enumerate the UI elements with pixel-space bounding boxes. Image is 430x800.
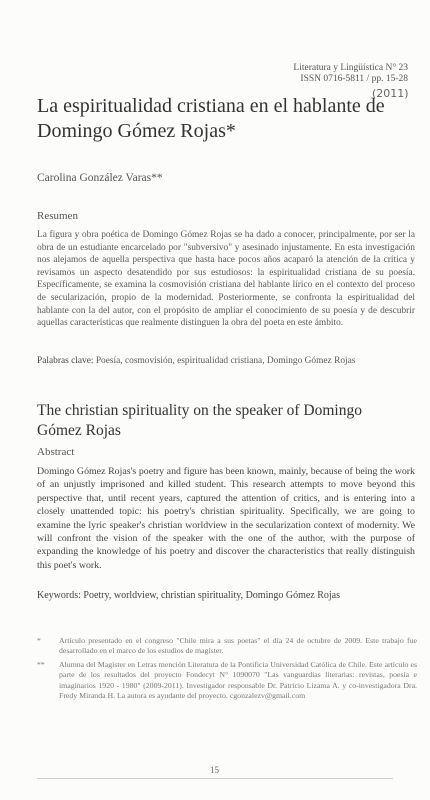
footnote bbox=[37, 636, 417, 657]
journal-issn: ISSN 0716-5811 / pp. 15-28 bbox=[300, 74, 408, 84]
footnote-text: Artículo presentado en el congreso "Chile mira a sus poetas" el día 24 de octubre de 2009. Este trabajo fue desarrollado en el marco de los estudios de magíster. bbox=[59, 636, 417, 656]
palabras-clave bbox=[37, 355, 415, 368]
page-rule bbox=[37, 778, 393, 779]
palabras-clave-text: Poesía, cosmovisión, espiritualidad cristiana, Domingo Gómez Rojas bbox=[95, 356, 356, 366]
keywords-text: Poetry, worldview, christian spirituality, Domingo Gómez Rojas bbox=[83, 590, 341, 601]
footnote bbox=[37, 660, 417, 701]
article-title: La espiritualidad cristiana en el hablante de Domingo Gómez Rojas* bbox=[37, 95, 385, 142]
resumen-body: La figura y obra poética de Domingo Gómez Rojas se ha dado a conocer, principalmente, por ser la obra de un estudiante encarcelado por "subversivo" y asesinado injustamente. En esta investigación nos alejamos de aquella perspectiva que hasta hace pocos años acaparó la atención de la crítica y revisamos un aspecto desatendido por sus estudiosos: la espiritualidad cristiana de su poesía. Específicamente, se examina la cosmovisión cristiana del hablante lírico en el contexto del proceso de secularización, propio de la modernidad. Posteriormente, se confronta la espiritualidad del hablante con la del autor, con el propósito de ampliar el conocimiento de su poesía y de descubrir aquellas características que realmente distinguen la obra del poeta en este ámbito. bbox=[37, 230, 415, 329]
resumen-heading: Resumen bbox=[37, 210, 78, 222]
english-title: The christian spirituality on the speaker of Domingo Gómez Rojas bbox=[37, 402, 362, 439]
footnote-text: Alumna del Magíster en Letras mención Literatura de la Pontificia Universidad Católica de Chile. Este artículo es parte de los resultados del proyecto Fondecyt N° 1090070 "Las vanguardias literarias: revistas, poesía e imaginarios 1920 - 1980" (2009-2011). Investigador responsable Dr. Patricio Lizama A. y co-investigadora Dra. Fredy Miranda H. La autora es ayudante del proyecto. cgonzalezv@gmail.com bbox=[59, 660, 417, 700]
page-number: 15 bbox=[210, 765, 219, 775]
abstract-body: Domingo Gómez Rojas's poetry and figure has been known, mainly, because of being the work of an unjustly imprisoned and killed student. This research attempts to move beyond this perspective that, until recent years, captured the attention of critics, and is entering into a closely unattended topic: his poetry's christian spirituality. Specifically, we are going to examine the lyric speaker's christian worldview in the secularization context of modernity. We will confront the vision of the speaker with the one of the author, with the purpose of expanding the knowledge of his poetry and discover the characteristics that really distinguish this poet's work. bbox=[37, 466, 415, 571]
handwritten-annotation: (2011) bbox=[372, 87, 409, 100]
footnote-mark: ** bbox=[37, 660, 45, 669]
english-keywords bbox=[37, 590, 415, 601]
abstract-heading: Abstract bbox=[37, 446, 75, 458]
journal-name: Literatura y Lingüística N° 23 bbox=[293, 63, 408, 73]
keywords-label: Keywords: bbox=[37, 590, 81, 601]
journal-header bbox=[293, 63, 408, 85]
palabras-clave-label: Palabras clave: bbox=[37, 356, 94, 366]
author-name: Carolina González Varas** bbox=[37, 172, 163, 184]
footnote-mark: * bbox=[37, 636, 41, 645]
